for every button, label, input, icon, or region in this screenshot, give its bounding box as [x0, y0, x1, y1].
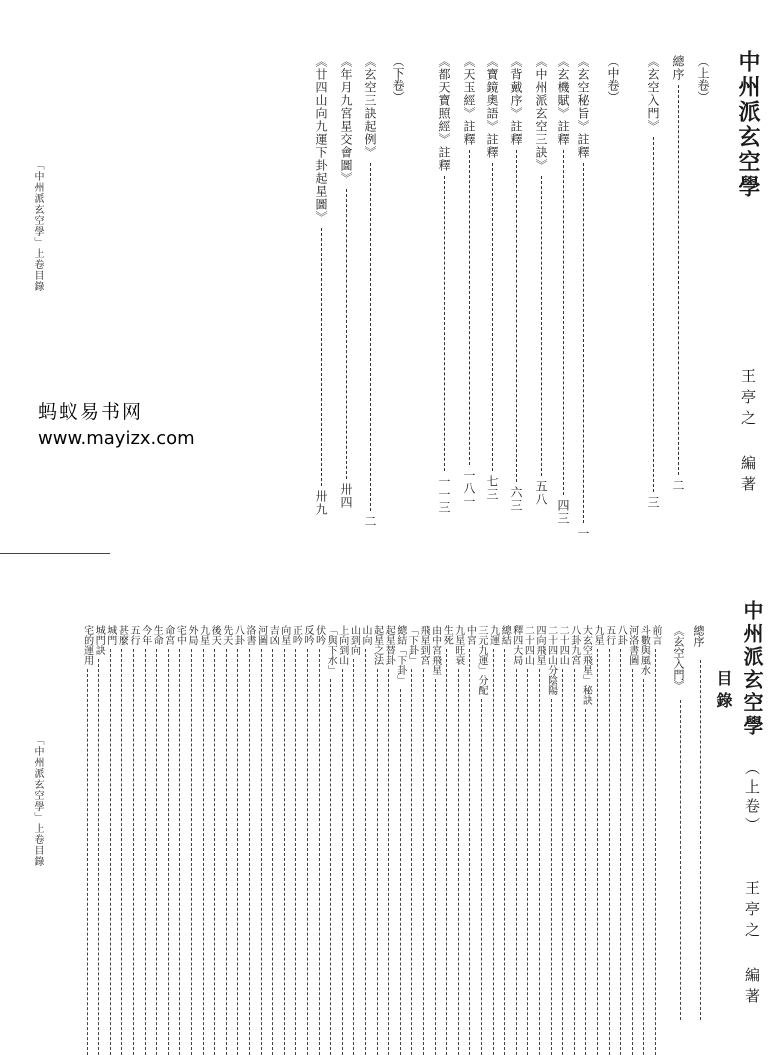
toc-list-item[interactable]: 生命 — [151, 625, 163, 645]
toc-list-item[interactable]: 河洛書圖 — [626, 625, 638, 665]
leader-dots — [563, 150, 564, 495]
leader-dots — [583, 163, 584, 523]
author-credit: 王亭之 編著 — [739, 368, 757, 497]
leader-dots — [203, 649, 204, 1055]
toc-list-item[interactable]: 「與下水」 — [325, 625, 337, 675]
toc-entry-page: 二 — [363, 515, 377, 528]
leader-dots — [435, 679, 436, 1055]
page-title: 中州派玄空學 — [740, 600, 764, 738]
toc-list-item[interactable]: 九星 — [592, 625, 603, 645]
leader-dots — [156, 649, 157, 1055]
toc-entry-title: 《年月九宮星交會圖》 — [339, 55, 353, 185]
leader-dots — [214, 649, 215, 1055]
toc-list-item[interactable]: 甚麼 — [116, 625, 128, 645]
leader-dots — [574, 669, 575, 1055]
toc-list-item[interactable]: 城門訣 — [93, 625, 105, 655]
toc-list-item[interactable]: 宅的運用 — [81, 625, 93, 665]
toc-entry-sanjue[interactable] — [533, 55, 550, 506]
toc-entry-title: 《中州派玄空三訣》 — [534, 55, 548, 172]
leader-dots — [597, 649, 598, 1055]
toc-list-item[interactable]: 「下卦」 — [406, 625, 418, 665]
leader-dots — [493, 649, 494, 1055]
leader-dots — [272, 649, 273, 1055]
toc-list-item[interactable]: 今年 — [139, 625, 151, 645]
toc-list-item[interactable]: 反吟 — [302, 625, 313, 645]
toc-list-item[interactable]: 山向 — [360, 625, 371, 645]
leader-dots — [620, 649, 621, 1055]
toc-list-item[interactable]: 八卦 — [615, 625, 627, 645]
leader-dots — [377, 669, 378, 1055]
toc-entry-page: 六三 — [509, 486, 523, 512]
toc-entry-title: 《寶鏡奧語》註釋 — [485, 55, 499, 159]
leader-dots — [98, 659, 99, 1055]
toc-list-item[interactable]: 八卦九宮 — [568, 625, 580, 665]
toc-entry-title: 《都天寶照經》註釋 — [437, 55, 451, 172]
leader-dots — [191, 649, 192, 1055]
toc-entry-page: 一八一 — [462, 469, 476, 508]
leader-dots — [504, 649, 505, 1055]
toc-entry-title: 《玄空秘旨》註釋 — [576, 55, 590, 159]
side-label: 「中州派玄空學」上卷目錄 — [32, 160, 43, 292]
toc-list-item[interactable]: 城門 — [104, 625, 116, 645]
toc-list-item[interactable]: 總結 — [499, 625, 511, 645]
toc-entry-page: 七三 — [485, 475, 499, 501]
leader-dots — [444, 176, 445, 471]
leader-dots — [295, 649, 296, 1055]
toc-list-item[interactable]: 斗數與風水 — [638, 625, 650, 675]
toc-entry-page: 卅四 — [339, 483, 353, 509]
toc-entry-page: 三 — [646, 496, 660, 509]
leader-dots — [481, 699, 482, 1055]
toc-list-item[interactable]: 正吟 — [290, 625, 302, 645]
toc-list-item[interactable]: 河圖 — [255, 625, 267, 645]
toc-list-item[interactable]: 生死 — [441, 625, 453, 645]
bottom-page — [0, 570, 768, 1024]
toc-list-item[interactable]: 釋四大局 — [510, 625, 522, 665]
leader-dots — [541, 176, 542, 476]
leader-dots — [655, 649, 656, 1055]
section-upper-label: （上卷） — [696, 55, 710, 103]
volume-label: （上卷） — [743, 760, 761, 836]
page-divider — [0, 553, 110, 554]
leader-dots — [307, 649, 308, 1055]
toc-list-item[interactable]: 二十四山 — [522, 625, 534, 665]
toc-list-item[interactable]: 總結「下卦」 — [394, 625, 406, 685]
toc-list-item[interactable]: 向星 — [278, 625, 290, 645]
leader-dots — [527, 669, 528, 1055]
leader-dots — [168, 649, 169, 1055]
toc-entry-page: 卅九 — [314, 490, 328, 516]
leader-dots — [226, 649, 227, 1055]
toc-entry-page: 四三 — [556, 499, 570, 525]
toc-list-item[interactable]: 外局 — [186, 625, 197, 645]
toc-entry-mijzhi[interactable] — [575, 55, 592, 540]
toc-entry-page: 二 — [671, 479, 685, 492]
header-entry-preface[interactable]: 總序 — [692, 625, 705, 647]
toc-list-item[interactable]: 先天 — [220, 625, 232, 645]
leader-dots — [469, 150, 470, 465]
toc-list-item[interactable]: 八卦 — [232, 625, 244, 645]
toc-list-item[interactable]: 山到向 — [348, 625, 360, 655]
toc-list-item[interactable]: 五行 — [128, 625, 139, 645]
toc-entry-page: 一 — [576, 527, 590, 540]
leader-dots — [653, 137, 654, 492]
toc-list-item[interactable]: 上向到山 — [336, 625, 348, 665]
toc-list-item[interactable]: 九運 — [487, 625, 499, 645]
toc-entry-page: 一一三 — [437, 475, 451, 514]
leader-dots — [539, 669, 540, 1055]
toc-list-item[interactable]: 中宮 — [464, 625, 476, 645]
toc-list-item[interactable]: 由中宮飛星 — [429, 625, 441, 675]
leader-dots — [179, 649, 180, 1055]
leader-dots — [284, 649, 285, 1055]
leader-dots — [609, 649, 610, 1055]
section-lower-label: （下卷） — [391, 55, 405, 103]
watermark-url[interactable]: www.mayizx.com — [38, 428, 195, 449]
leader-dots — [388, 669, 389, 1055]
toc-list-item[interactable]: 九星 — [197, 625, 209, 645]
leader-dots — [365, 649, 366, 1055]
leader-dots — [680, 700, 681, 1020]
toc-list-item[interactable]: 五行 — [603, 625, 615, 645]
toc-list-item[interactable]: 後天 — [209, 625, 221, 645]
toc-entry-title: 《玄空入門》 — [646, 55, 660, 133]
leader-dots — [261, 649, 262, 1055]
leader-dots — [110, 649, 111, 1055]
leader-dots — [346, 189, 347, 479]
leader-dots — [370, 163, 371, 511]
toc-entry-preface[interactable] — [670, 55, 687, 492]
toc-list-item[interactable]: 起星替卦 — [383, 625, 395, 665]
toc-entry-qixingtu[interactable] — [313, 55, 330, 516]
toc-list-item[interactable]: 四向飛星 — [534, 625, 545, 665]
toc-entry-title: 《天玉經》註釋 — [462, 55, 476, 146]
toc-entry-aoyu[interactable] — [484, 55, 501, 501]
leader-dots — [321, 228, 322, 486]
header-entry-intro[interactable]: 《玄空入門》 — [672, 625, 685, 691]
toc-entry-baozhaojing[interactable] — [436, 55, 453, 514]
leader-dots — [700, 660, 701, 1020]
toc-entry-title: 《廿四山向九運下卦起星圖》 — [314, 55, 328, 224]
toc-entry-xuanjifu[interactable] — [555, 55, 572, 525]
leader-dots — [516, 150, 517, 482]
watermark-site-name: 蚂蚁易书网 — [38, 401, 144, 423]
section-middle-label: （中卷） — [606, 55, 620, 103]
leader-dots — [423, 669, 424, 1055]
toc-list-item[interactable]: 飛星到宮 — [418, 625, 429, 665]
page-title: 中州派玄空學 — [735, 50, 761, 200]
leader-dots — [319, 649, 320, 1055]
leader-dots — [330, 679, 331, 1055]
leader-dots — [643, 679, 644, 1055]
toc-entry-beidaixu[interactable] — [508, 55, 525, 512]
leader-dots — [237, 649, 238, 1055]
toc-list-item[interactable]: 二十四山 — [557, 625, 569, 665]
leader-dots — [353, 659, 354, 1055]
leader-dots — [411, 669, 412, 1055]
leader-dots — [133, 649, 134, 1055]
leader-dots — [342, 669, 343, 1055]
leader-dots — [492, 163, 493, 471]
side-label: 「中州派玄空學」上卷目錄 — [32, 735, 43, 867]
toc-entry-page: 五八 — [534, 480, 548, 506]
toc-list-item[interactable]: 伏吟 — [313, 625, 325, 645]
toc-entry-jiaohuitu[interactable] — [338, 55, 355, 509]
leader-dots — [585, 709, 586, 1055]
toc-list-item[interactable]: 吉凶 — [267, 625, 279, 645]
leader-dots — [516, 669, 517, 1055]
toc-entry-title: 《玄空三訣起例》 — [363, 55, 377, 159]
toc-entry-title: 《背戴序》註釋 — [509, 55, 523, 146]
leader-dots — [249, 649, 250, 1055]
leader-dots — [400, 689, 401, 1055]
toc-list-item[interactable]: 宅中 — [174, 625, 186, 645]
toc-list-item[interactable]: 前言 — [650, 625, 661, 645]
toc-list-item[interactable]: 二十四山分陰陽 — [545, 625, 557, 695]
toc-list-item[interactable]: 起星之法 — [371, 625, 383, 665]
toc-list-item[interactable]: 三元九運」分配 — [476, 625, 487, 695]
toc-heading: 目錄 — [714, 670, 733, 714]
toc-entry-intro[interactable] — [645, 55, 662, 509]
leader-dots — [678, 85, 679, 475]
leader-dots — [469, 649, 470, 1055]
leader-dots — [446, 649, 447, 1055]
leader-dots — [562, 669, 563, 1055]
toc-entry-title: 《玄機賦》註釋 — [556, 55, 570, 146]
toc-list-item[interactable]: 命宮 — [162, 625, 174, 645]
leader-dots — [87, 669, 88, 1055]
watermark — [38, 397, 195, 449]
toc-list-item[interactable]: 洛書 — [244, 625, 255, 645]
toc-list-item[interactable]: 大玄空飛星」秘訣 — [580, 625, 592, 705]
toc-entry-qili[interactable] — [362, 55, 379, 528]
leader-dots — [121, 649, 122, 1055]
leader-dots — [458, 669, 459, 1055]
leader-dots — [632, 669, 633, 1055]
toc-entry-tianyujing[interactable] — [461, 55, 478, 508]
toc-entry-title: 總序 — [671, 55, 685, 81]
leader-dots — [145, 649, 146, 1055]
leader-dots — [551, 699, 552, 1055]
toc-list-item[interactable]: 九星旺衰 — [452, 625, 464, 665]
author-credit: 王亭之 編著 — [743, 880, 761, 1009]
